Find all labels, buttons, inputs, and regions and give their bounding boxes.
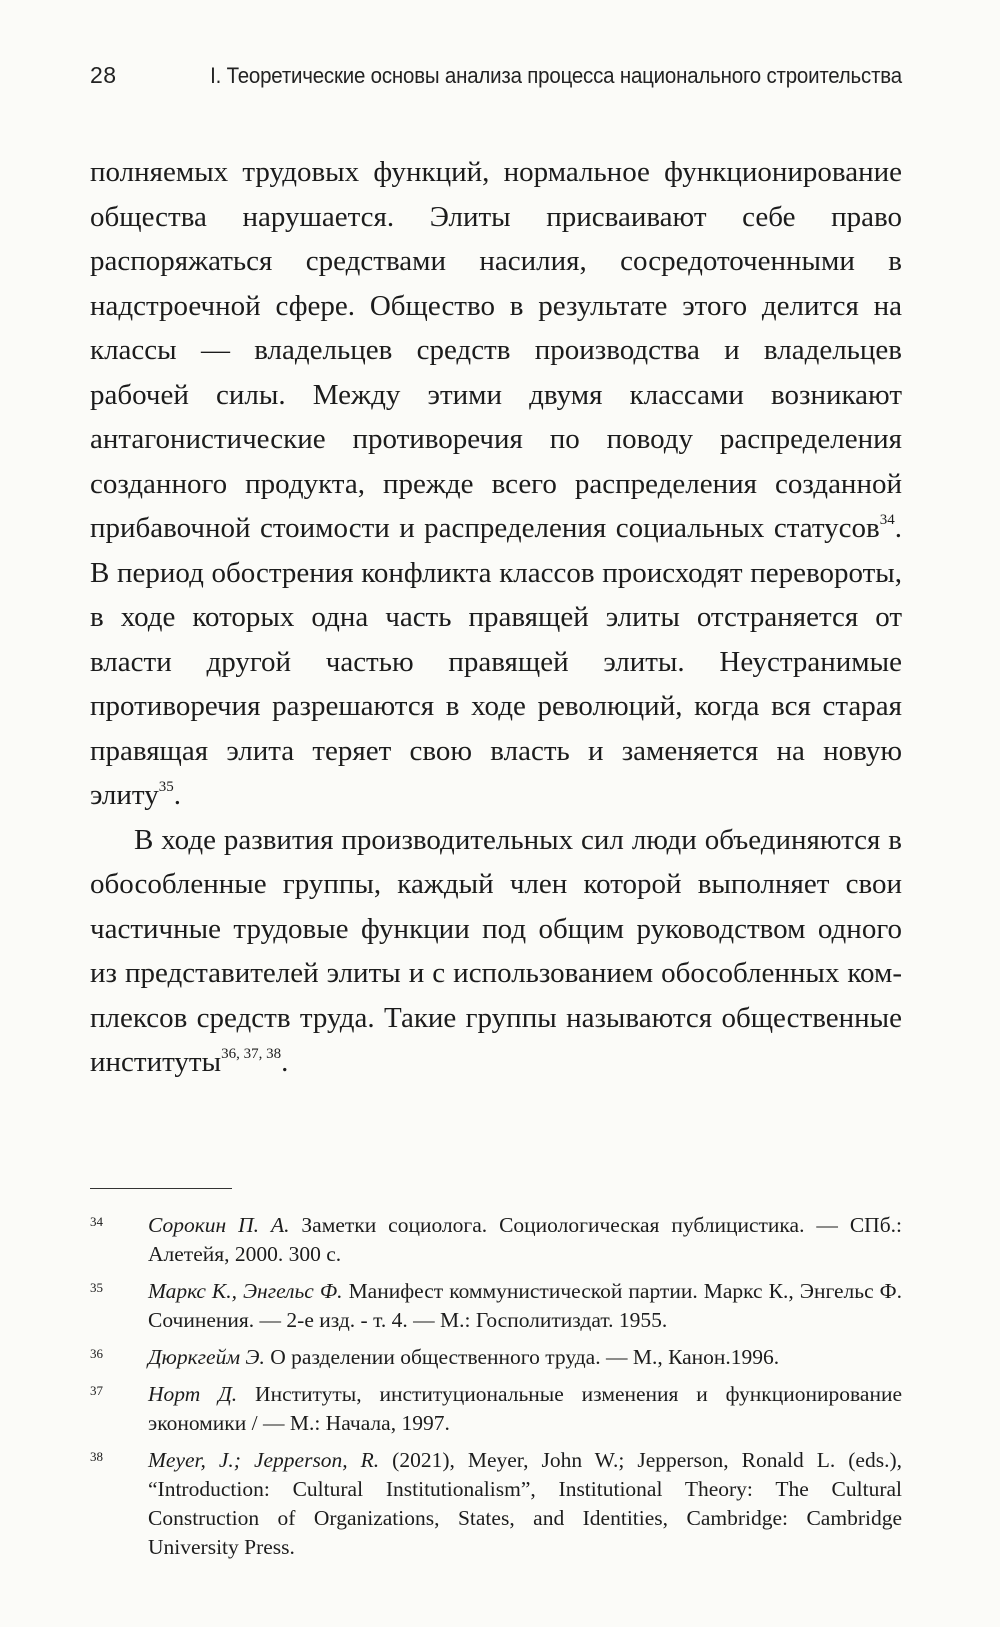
footnote-ref-36-38[interactable]: 36, 37, 38 [221, 1046, 282, 1062]
footnote-37 [90, 1380, 902, 1438]
paragraph-2-end: . [281, 1046, 289, 1078]
paragraph-1 [90, 150, 902, 818]
footnotes [90, 1211, 902, 1570]
footnote-author: Сорокин П. А. [148, 1213, 290, 1237]
footnote-number: 37 [90, 1383, 103, 1398]
footnote-38 [90, 1446, 902, 1562]
footnote-author: Маркс К., Энгельс Ф. [148, 1279, 343, 1303]
running-title: I. Теоретические основы анализа процесса национального строительства [210, 63, 902, 88]
footnote-author: Дюркгейм Э. [148, 1345, 265, 1369]
footnote-text: Заметки социолога. Социологическая публицистика. — СПб.: Алетейя, 2000. 300 с. [148, 1213, 902, 1266]
footnote-text: Манифест коммунистической партии. Маркс К., Энгельс Ф. Сочинения. — 2-е изд. - т. 4. — М.: Госполитиздат. 1955. [148, 1279, 902, 1332]
running-header [90, 62, 902, 102]
footnote-ref-35[interactable]: 35 [158, 779, 174, 795]
footnote-text: Институты, институциональные изменения и функционирование экономики / — М.: Начала, 1997. [148, 1382, 902, 1435]
paragraph-1-part-1: полняемых трудовых функций, нормальное функционирование общества нарушается. Элиты присваивают себе право распоряжаться средствами насилия, сосредоточенными в надстроечной сфере. Общество в результате этого делится на классы — владельцев средств производства и владельцев рабочей силы. Между этими двумя классами возникают антагонистические противоречия по поводу распределения созданного продукта, прежде всего распределения созданной прибавочной стоимости и распределения социальных статусов [90, 156, 902, 544]
footnote-text: (2021), Meyer, John W.; Jepperson, Ronald L. (eds.), “Introduction: Cultural Institutionalism”, Institutional Theory: The Cultural Construction of Organizations, States, and Identities, Cambridge: Cambridge University Press. [148, 1448, 902, 1559]
footnote-36 [90, 1343, 902, 1372]
paragraph-2-text: В ходе развития производительных сил люди объединяются в обособленные группы, каждый член которой выполняет свои частичные трудовые функции под общим руководством одного из представителей элиты и с использованием обособленных комплексов средств труда. Такие группы называются общественные институты [90, 823, 902, 1078]
paragraph-1-part-3: . [173, 779, 181, 811]
footnote-number: 35 [90, 1280, 103, 1295]
footnote-35 [90, 1277, 902, 1335]
paragraph-2 [90, 818, 902, 1085]
footnote-author: Норт Д. [148, 1382, 238, 1406]
footnote-divider [90, 1188, 232, 1189]
footnote-ref-34[interactable]: 34 [879, 512, 895, 528]
footnote-number: 34 [90, 1214, 103, 1229]
paragraph-1-part-2: . В период обострения конфликта классов происходят перевороты, в ходе которых одна часть правящей элиты отстраняется от власти другой частью правящей элиты. Неустранимые противоречия разрешаются в ходе революций, когда вся старая правящая элита теряет свою власть и заменяется на новую элиту [90, 512, 902, 811]
page-number: 28 [90, 62, 117, 88]
footnote-text: О разделении общественного труда. — М., Канон.1996. [264, 1345, 780, 1369]
footnote-34 [90, 1211, 902, 1269]
main-text [90, 150, 902, 1085]
footnote-author: Meyer, J.; Jepperson, R. [148, 1448, 380, 1472]
footnote-number: 38 [90, 1449, 103, 1464]
footnote-number: 36 [90, 1346, 103, 1361]
